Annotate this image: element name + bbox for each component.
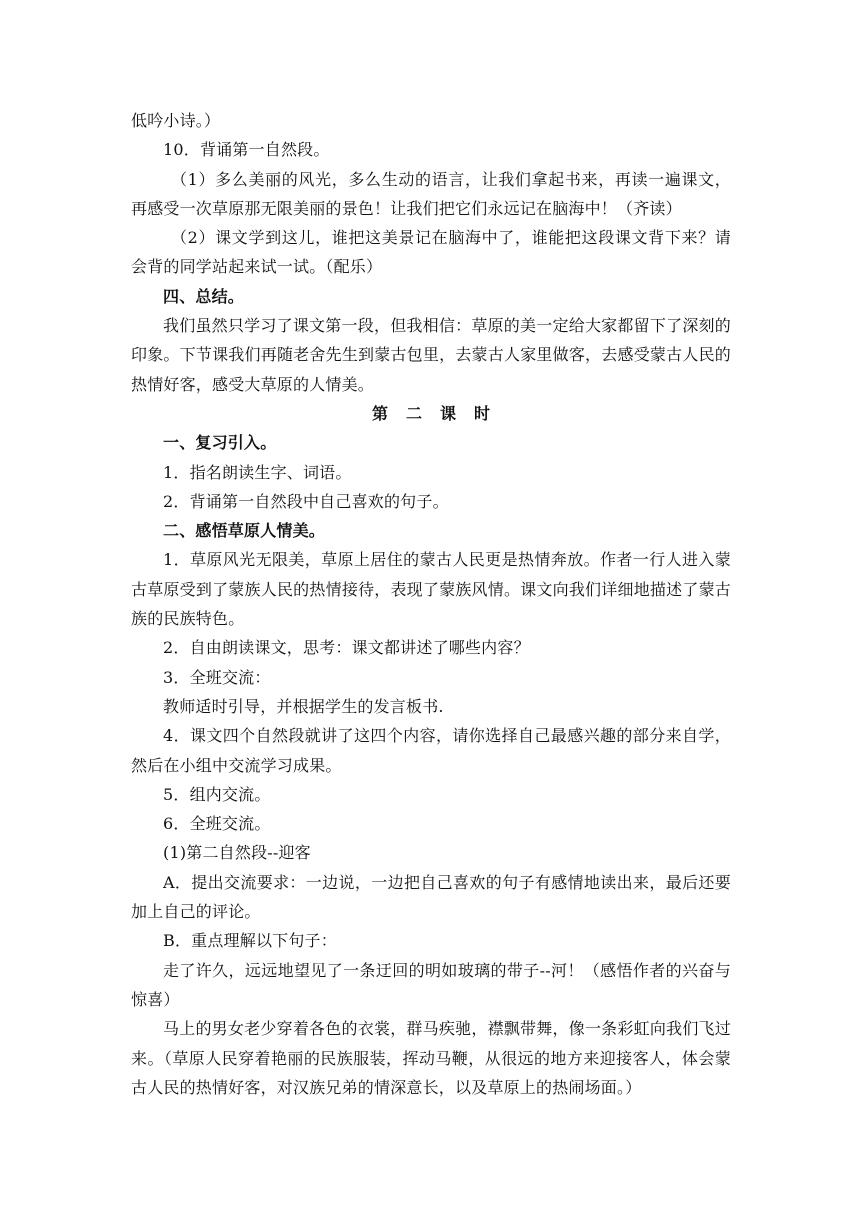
heading-summary: 四、总结。 [163,286,245,306]
heading-review: 一、复习引入。 [163,433,277,453]
paragraph-teacher-guide: 教师适时引导，并根据学生的发言板书. [163,696,444,716]
paragraph-step-10: 10．背诵第一自然段。 [163,140,330,160]
paragraph-quote-river: 走了许久，远远地望见了一条迂回的明如玻璃的带子--河！（感悟作者的兴奋与惊喜） [131,960,731,1009]
paragraph-item-5: 5．组内交流。 [163,784,271,804]
document-body [131,106,731,1102]
paragraph-item-2: 2．自由朗读课文，思考：课文都讲述了哪些内容？ [163,638,530,658]
paragraph-sub-a: A．提出交流要求：一边说，一边把自己喜欢的句子有感情地读出来，最后还要加上自己的评论。 [131,872,731,922]
paragraph-summary: 我们虽然只学习了课文第一段，但我相信：草原的美一定给大家都留下了深刻的印象。下节课我们再随老舍先生到蒙古包里，去蒙古人家里做客，去感受蒙古人民的热情好客，感受大草原的人情美。 [131,316,731,394]
paragraph-review-1: 1．指名朗读生字、词语。 [163,462,352,482]
paragraph-quote-rainbow: 马上的男女老少穿着各色的衣裳，群马疾驰，襟飘带舞，像一条彩虹向我们飞过来。（草原人民穿着艳丽的民族服装，挥动马鞭，从很远的地方来迎接客人，体会蒙古人民的热情好客，对汉族兄弟的情深意长，以及草原上的热闹场面。） [131,1019,731,1097]
paragraph-continuation: 低吟小诗。） [131,111,221,130]
paragraph-item-3: 3．全班交流： [163,667,271,687]
paragraph-sub-b: B．重点理解以下句子： [163,931,337,951]
paragraph-item-4: 4．课文四个自然段就讲了这四个内容，请你选择自己最感兴趣的部分来自学，然后在小组中交流学习成果。 [131,726,731,775]
paragraph-step-10-2: （2）课文学到这儿，谁把这美景记在脑海中了，谁能把这段课文背下来？请会背的同学站起来试一试。（配乐） [131,228,731,277]
paragraph-review-2: 2．背诵第一自然段中自己喜欢的句子。 [163,491,449,511]
paragraph-sub-1: (1)第二自然段--迎客 [163,843,311,863]
heading-feel-grassland: 二、感悟草原人情美。 [163,521,326,541]
section-title-second-lesson: 第二课时 [371,403,508,423]
paragraph-item-6: 6．全班交流。 [163,814,271,834]
paragraph-item-1: 1．草原风光无限美，草原上居住的蒙古人民更是热情奔放。作者一行人进入蒙古草原受到了蒙族人民的热情接待，表现了蒙族风情。课文向我们详细地描述了蒙古族的民族特色。 [131,550,731,629]
paragraph-step-10-1: （1）多么美丽的风光，多么生动的语言，让我们拿起书来，再读一遍课文，再感受一次草原那无限美丽的景色！让我们把它们永远记在脑海中！（齐读） [131,169,731,218]
